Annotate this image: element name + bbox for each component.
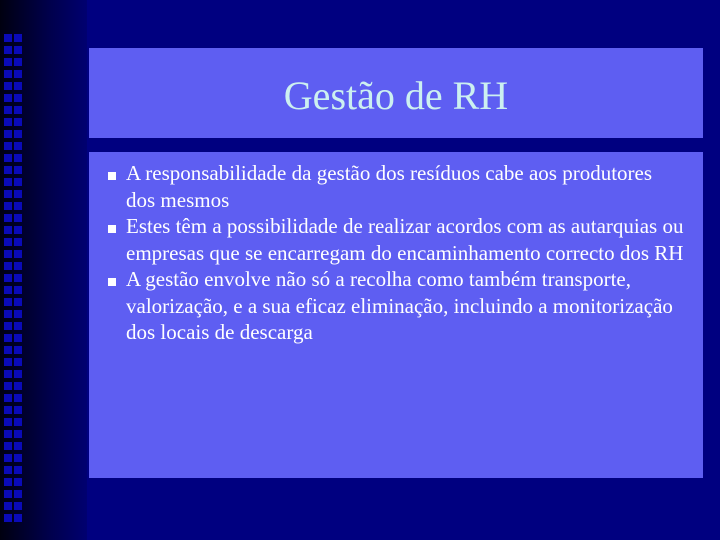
decorative-square bbox=[14, 202, 22, 210]
decorative-square bbox=[4, 46, 12, 54]
decorative-square bbox=[4, 322, 12, 330]
decorative-square bbox=[14, 490, 22, 498]
square-bullet-icon bbox=[108, 278, 116, 286]
decorative-square bbox=[14, 118, 22, 126]
decorative-square bbox=[4, 454, 12, 462]
decorative-square bbox=[14, 238, 22, 246]
decorative-square bbox=[4, 274, 12, 282]
decorative-square bbox=[4, 106, 12, 114]
decorative-square bbox=[4, 214, 12, 222]
decorative-square bbox=[4, 178, 12, 186]
decorative-square-column bbox=[4, 34, 12, 526]
decorative-square bbox=[14, 382, 22, 390]
decorative-square bbox=[4, 238, 12, 246]
decorative-square bbox=[14, 274, 22, 282]
content-panel bbox=[89, 152, 703, 478]
decorative-left-band bbox=[0, 0, 87, 540]
decorative-square bbox=[14, 178, 22, 186]
decorative-square bbox=[14, 394, 22, 402]
decorative-square bbox=[14, 106, 22, 114]
square-bullet-icon bbox=[108, 225, 116, 233]
decorative-square bbox=[14, 190, 22, 198]
decorative-square bbox=[4, 502, 12, 510]
decorative-square bbox=[14, 214, 22, 222]
decorative-square bbox=[14, 166, 22, 174]
decorative-square bbox=[14, 46, 22, 54]
decorative-square bbox=[4, 298, 12, 306]
decorative-square bbox=[14, 82, 22, 90]
decorative-square bbox=[4, 58, 12, 66]
decorative-square bbox=[4, 166, 12, 174]
decorative-square bbox=[4, 478, 12, 486]
decorative-square bbox=[4, 190, 12, 198]
decorative-square bbox=[4, 262, 12, 270]
decorative-square bbox=[4, 70, 12, 78]
decorative-square bbox=[4, 142, 12, 150]
decorative-square bbox=[14, 286, 22, 294]
decorative-square bbox=[14, 502, 22, 510]
bullet-item bbox=[89, 266, 703, 346]
decorative-square bbox=[14, 478, 22, 486]
bullet-list bbox=[89, 160, 703, 346]
decorative-square bbox=[14, 370, 22, 378]
decorative-square bbox=[14, 334, 22, 342]
decorative-square bbox=[14, 442, 22, 450]
decorative-square bbox=[14, 310, 22, 318]
title-panel bbox=[89, 48, 703, 138]
bullet-item bbox=[89, 213, 703, 266]
decorative-square bbox=[14, 142, 22, 150]
decorative-square bbox=[4, 358, 12, 366]
decorative-square bbox=[4, 250, 12, 258]
decorative-square bbox=[4, 94, 12, 102]
decorative-square bbox=[4, 310, 12, 318]
decorative-square bbox=[14, 250, 22, 258]
decorative-square bbox=[14, 58, 22, 66]
decorative-square bbox=[4, 490, 12, 498]
bullet-text: Estes têm a possibilidade de realizar acordos com as autarquias ou empresas que se encarregam do encaminhamento correcto dos RH bbox=[126, 214, 684, 265]
decorative-square bbox=[14, 514, 22, 522]
decorative-square bbox=[4, 370, 12, 378]
decorative-square bbox=[14, 322, 22, 330]
bullet-text: A gestão envolve não só a recolha como também transporte, valorização, e a sua eficaz eliminação, incluindo a monitorização dos locais de descarga bbox=[126, 267, 673, 344]
decorative-square bbox=[4, 118, 12, 126]
decorative-square bbox=[14, 70, 22, 78]
decorative-square bbox=[14, 298, 22, 306]
decorative-square bbox=[14, 406, 22, 414]
decorative-square bbox=[14, 262, 22, 270]
decorative-square bbox=[4, 34, 12, 42]
decorative-square bbox=[14, 418, 22, 426]
decorative-square bbox=[14, 358, 22, 366]
decorative-square bbox=[4, 466, 12, 474]
decorative-square bbox=[4, 130, 12, 138]
decorative-square bbox=[4, 82, 12, 90]
decorative-square bbox=[4, 418, 12, 426]
decorative-square bbox=[4, 154, 12, 162]
decorative-square bbox=[4, 346, 12, 354]
slide-title: Gestão de RH bbox=[283, 73, 509, 118]
decorative-square bbox=[4, 226, 12, 234]
decorative-square bbox=[4, 406, 12, 414]
decorative-square bbox=[14, 130, 22, 138]
decorative-square bbox=[14, 346, 22, 354]
decorative-square bbox=[4, 430, 12, 438]
decorative-square bbox=[14, 34, 22, 42]
decorative-square bbox=[4, 286, 12, 294]
decorative-square bbox=[14, 226, 22, 234]
decorative-square bbox=[4, 442, 12, 450]
decorative-square bbox=[14, 466, 22, 474]
decorative-square bbox=[4, 394, 12, 402]
decorative-square bbox=[4, 334, 12, 342]
decorative-square bbox=[4, 202, 12, 210]
decorative-square bbox=[4, 382, 12, 390]
bullet-text: A responsabilidade da gestão dos resíduos cabe aos produtores dos mesmos bbox=[126, 161, 653, 212]
square-bullet-icon bbox=[108, 172, 116, 180]
bullet-item bbox=[89, 160, 703, 213]
decorative-square bbox=[14, 430, 22, 438]
decorative-square bbox=[14, 454, 22, 462]
decorative-square bbox=[14, 94, 22, 102]
decorative-square bbox=[4, 514, 12, 522]
decorative-square bbox=[14, 154, 22, 162]
decorative-square-column bbox=[14, 34, 22, 526]
